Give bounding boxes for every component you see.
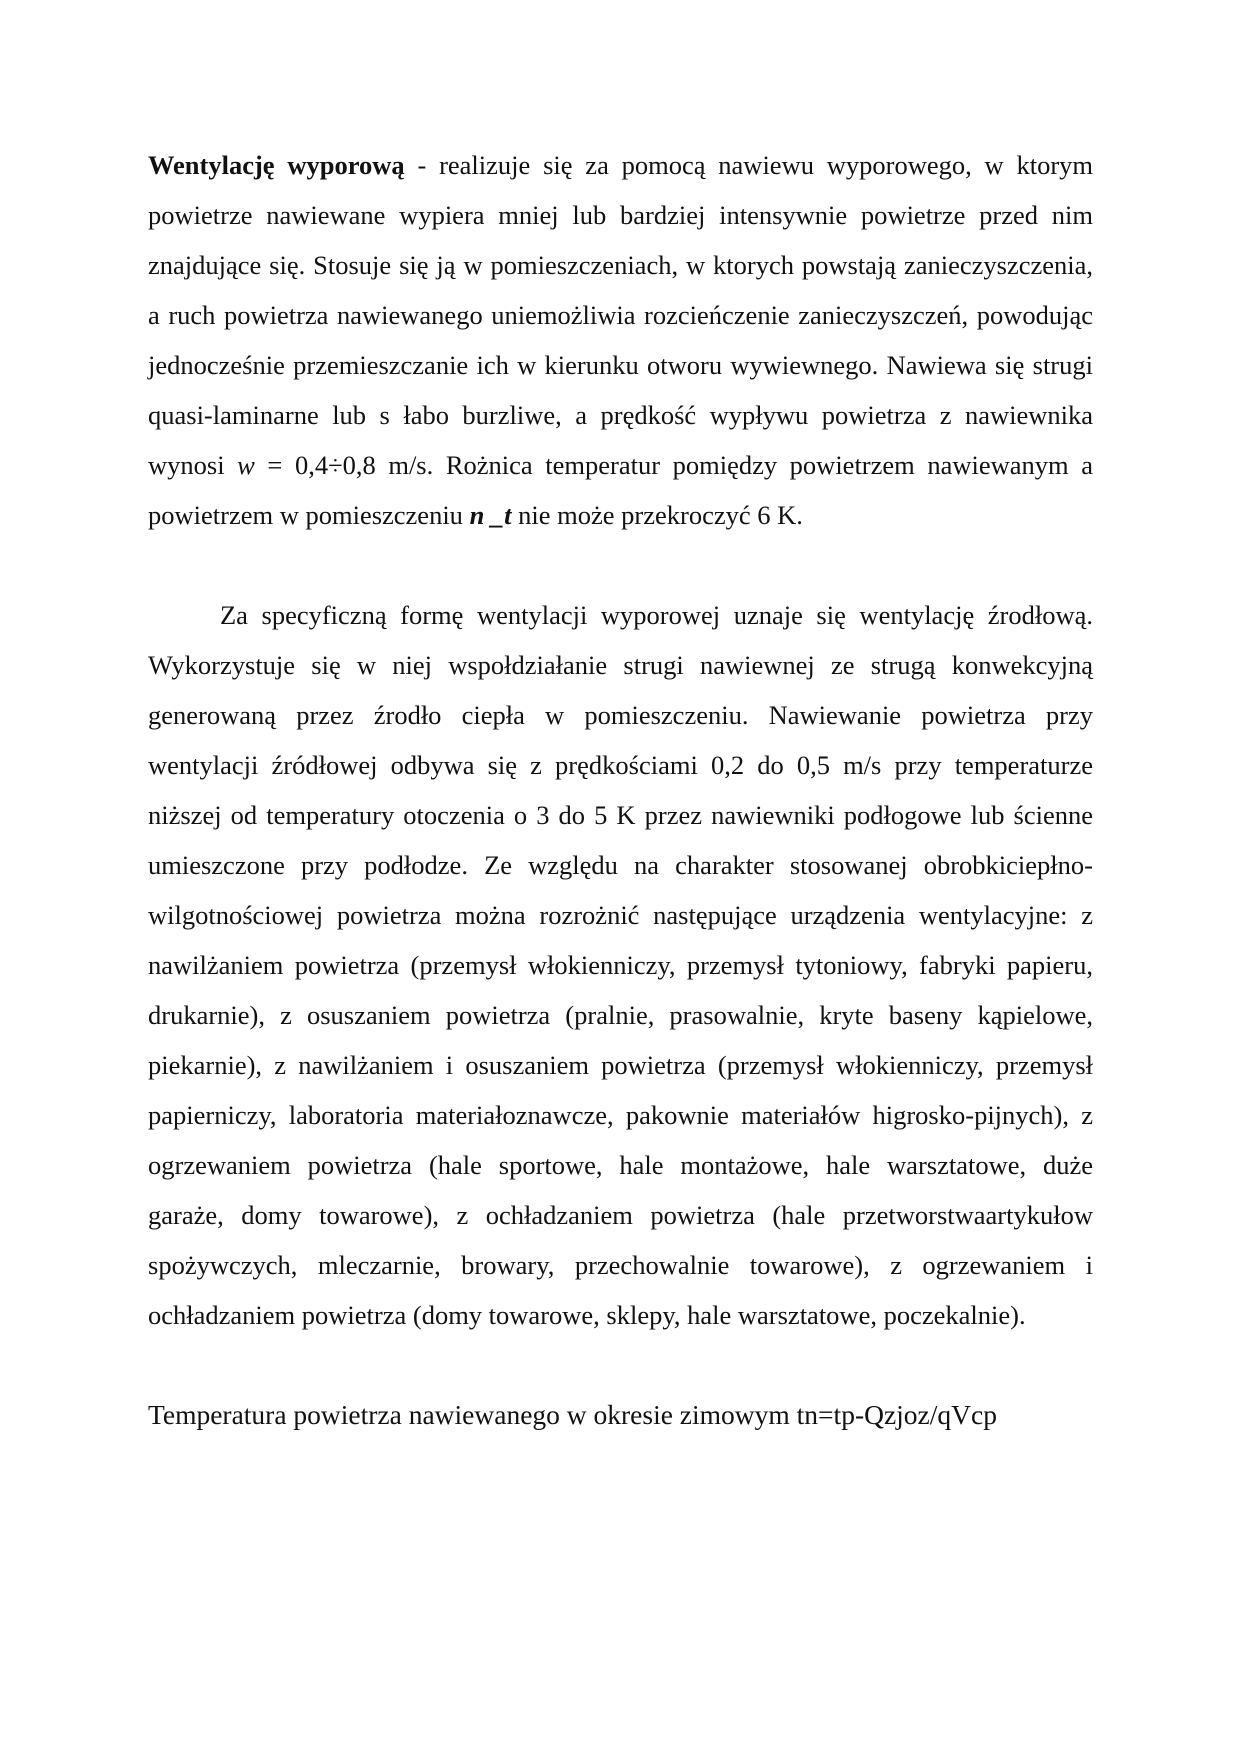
variable-w: w (237, 450, 255, 480)
paragraph-1-text-c: nie może przekroczyć 6 K. (511, 500, 803, 530)
paragraph-displacement-ventilation (148, 140, 1093, 540)
variable-delta-t: n _t (469, 500, 512, 530)
term-displacement-ventilation: Wentylację wyporową (148, 150, 405, 180)
paragraph-source-ventilation: Za specyficzną formę wentylacji wyporowej uznaje się wentylację źrodłową. Wykorzystuje się w niej wspołdziałanie strugi nawiewnej ze strugą konwekcyjną generowaną przez źrodło ciepła w pomieszczeniu. Nawiewanie powietrza przy wentylacji źródłowej odbywa się z prędkościami 0,2 do 0,5 m/s przy temperaturze niższej od temperatury otoczenia o 3 do 5 K przez nawiewniki podłogowe lub ścienne umieszczone przy podłodze. Ze względu na charakter stosowanej obrobkiciepłno-wilgotnościowej powietrza można rozrożnić następujące urządzenia wentylacyjne: z nawilżaniem powietrza (przemysł włokienniczy, przemysł tytoniowy, fabryki papieru, drukarnie), z osuszaniem powietrza (pralnie, prasowalnie, kryte baseny kąpielowe, piekarnie), z nawilżaniem i osuszaniem powietrza (przemysł włokienniczy, przemysł papierniczy, laboratoria materiałoznawcze, pakownie materiałów higrosko-pijnych), z ogrzewaniem powietrza (hale sportowe, hale montażowe, hale warsztatowe, duże garaże, domy towarowe), z ochładzaniem powietrza (hale przetworstwaartykułow spożywczych, mleczarnie, browary, przechowalnie towarowe), z ogrzewaniem i ochładzaniem powietrza (domy towarowe, sklepy, hale warsztatowe, poczekalnie). (148, 600, 1093, 1330)
supply-air-temperature-formula: Temperatura powietrza nawiewanego w okresie zimowym tn=tp-Qzjoz/qVcp (148, 1399, 997, 1430)
paragraph-1-text-b: = 0,4÷0,8 m/s. Rożnica temperatur pomiędzy powietrzem nawiewanym a powietrzem w pomieszczeniu (148, 450, 1093, 530)
paragraph-1-text-a: - realizuje się za pomocą nawiewu wyporowego, w ktorym powietrze nawiewane wypiera mniej lub bardziej intensywnie powietrze przed nim znajdujące się. Stosuje się ją w pomieszczeniach, w ktorych powstają zanieczyszczenia, a ruch powietrza nawiewanego uniemożliwia rozcieńczenie zanieczyszczeń, powodując jednocześnie przemieszczanie ich w kierunku otworu wywiewnego. Nawiewa się strugi quasi-laminarne lub s łabo burzliwe, a prędkość wypływu powietrza z nawiewnika wynosi (148, 150, 1094, 480)
document-page (148, 140, 1093, 1468)
